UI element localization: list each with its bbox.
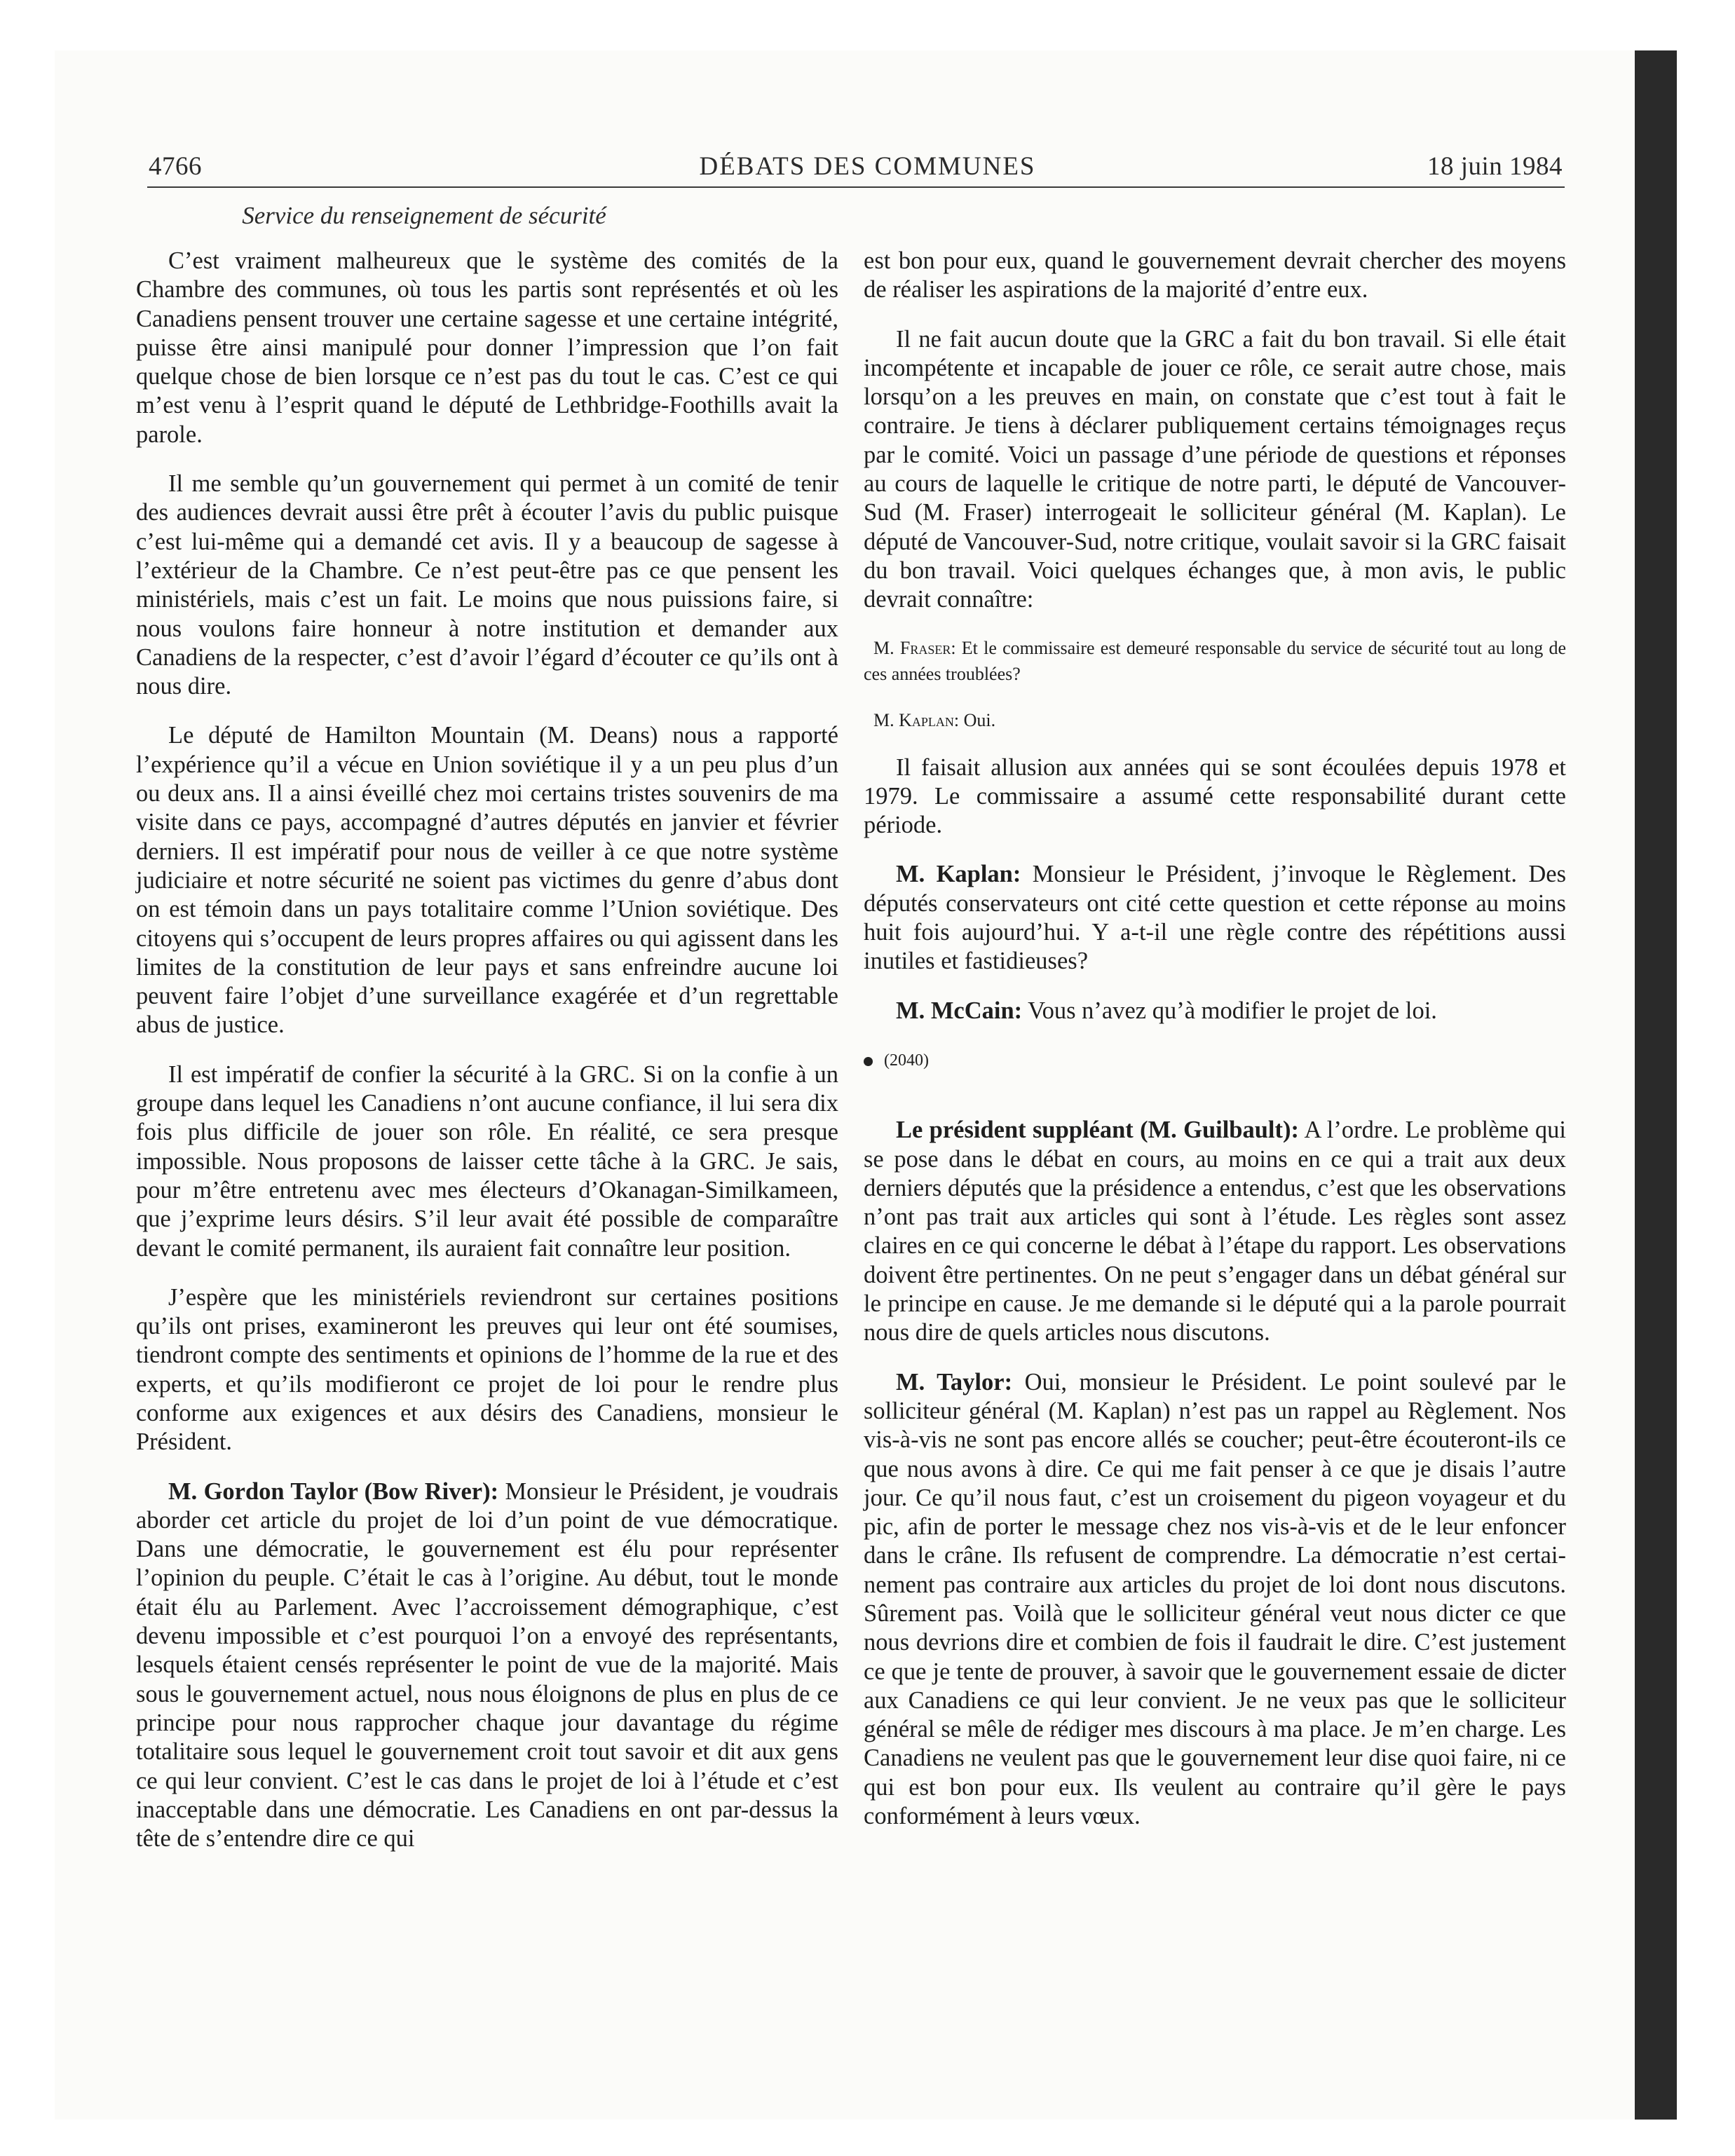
speaker-name: M. Kaplan:: [896, 861, 1021, 888]
right-column: [864, 247, 1566, 1851]
paragraph: Il est impératif de confier la sécurité à la GRC. Si on la confie à un groupe dans lequel les Canadiens n’ont aucune confiance, il lui sera dix fois plus difficile de jouer son rôle. En réalité, ce sera presque impossible. Nous proposons de laisser cette tâche à la GRC. Je sais, pour m’être entretenu avec mes électeurs d’Okanagan-Similkameen, que j’exprime leurs désirs. S’il leur avait été possible de comparaître devant le comité permanent, ils auraient fait connaître leur position.: [136, 1060, 838, 1262]
quoted-answer: [864, 707, 1566, 733]
left-column: [136, 247, 838, 1874]
speaker-name: M. Gordon Taylor (Bow River):: [168, 1478, 499, 1505]
page-date: 18 juin 1984: [1427, 152, 1563, 181]
time-marker: [864, 1046, 1566, 1075]
publication-title: DÉBATS DES COMMUNES: [699, 152, 1036, 181]
paragraph: Le député de Hamilton Mountain (M. Deans) nous a rapporté l’expérience qu’il a vécue en Union soviétique il y a un peu plus d’un ou deux ans. Il a ainsi éveillé chez moi certains tristes souvenirs de ma visite dans ce pays, accompagné d’autres députés en janvier et février derniers. Il est impératif pour nous de veiller à ce que notre système judiciaire et notre sécurité ne soient pas victimes du genre d’abus dont on est témoin dans un pays totalitaire comme l’Union soviétique. Des citoyens qui s’occupent de leurs propres affaires ou qui agissent dans les limites de la constitution de leur pays et sans enfreindre aucune loi peuvent faire l’objet d’une surveillance exagérée et d’un regrettable abus de justice.: [136, 722, 838, 1039]
scan-edge-shadow: [1635, 50, 1677, 2120]
speaker-name: M. Taylor:: [896, 1368, 1013, 1396]
quoted-question: [864, 635, 1566, 687]
quote-text: Oui.: [963, 709, 996, 730]
speech-text: Vous n’avez qu’à modifier le projet de loi.: [1028, 997, 1437, 1024]
speaker-name: Le président suppléant (M. Guilbault):: [896, 1117, 1299, 1144]
quote-speaker: M. Kaplan:: [873, 709, 960, 730]
paragraph: Il ne fait aucun doute que la GRC a fait du bon travail. Si elle était incompétente et incapable de jouer ce rôle, ce serait autre chose, mais lorsqu’on a les preuves en main, on constate que c’est tout à fait le contraire. Je tiens à déclarer publiquement certains témoignages reçus par le comité. Voici un passage d’une période de questions et réponses au cours de laquelle le critique de notre parti, le député de Vancouver-Sud (M. Fraser) interrogeait le solliciteur général (M. Kaplan). Le député de Vancouver-Sud, notre critique, voulait savoir si la GRC faisait du bon travail. Voici quelques échanges que, à mon avis, le public devrait connaître:: [864, 325, 1566, 613]
section-title: Service du renseignement de sécurité: [242, 202, 606, 229]
quote-text: Et le commissaire est demeuré responsable du service de sécurité tout au long de ces années troublées?: [864, 637, 1566, 684]
speaker-name: M. McCain:: [896, 997, 1023, 1024]
paragraph: C’est vraiment malheureux que le système des comités de la Chambre des communes, où tous les partis sont représentés et où les Canadiens pensent trouver une certaine sagesse et une certaine intégrité, puisse être ainsi manipulé pour donner l’impression que l’on fait quelque chose de bien lorsque ce n’est pas du tout le cas. C’est ce qui m’est venu à l’esprit quand le député de Lethbridge-Foothills avait la parole.: [136, 247, 838, 448]
speech-text: Monsieur le Président, j’invoque le Règlement. Des députés conservateurs ont cité cette question et cette réponse au moins huit fois aujourd’hui. Y a-t-il une règle contre des répétitions aussi inutiles et fastidieuses?: [864, 861, 1566, 975]
header-rule: [147, 186, 1565, 188]
speech-acting-speaker: [864, 1116, 1566, 1347]
time-marker-text: (2040): [884, 1051, 929, 1070]
speech-taylor: [864, 1368, 1566, 1831]
speech-text: A l’ordre. Le problème qui se pose dans le débat en cours, au moins en ce qui a trait aux deux derniers députés que la présidence a entendus, c’est que les observations n’ont pas trait aux articles qui sont à l’étude. Les règles sont assez claires en ce qui concerne le débat à l’étape du rapport. Les observations doivent être pertinentes. On ne peut s’engager dans un débat général sur le principe en cause. Je me demande si le député qui a la parole pourrait nous dire de quels articles nous discutons.: [864, 1117, 1567, 1346]
speech-mccain: [864, 997, 1566, 1025]
paragraph: Il me semble qu’un gouvernement qui permet à un comité de tenir des audiences devrait aussi être prêt à écouter l’avis du public puisque c’est lui-même qui a demandé cet avis. Il y a beaucoup de sagesse à l’extérieur de la Chambre. Ce n’est peut-être pas ce que pensent les ministériels, mais c’est un fait. Le moins que nous puissions faire, si nous voulons faire honneur à notre institution et demander aux Canadiens de la respecter, c’est d’avoir l’égard d’écouter ce qu’ils ont à nous dire.: [136, 470, 838, 700]
bullet-icon: [864, 1057, 873, 1066]
speech-kaplan: [864, 860, 1566, 976]
speech-text: Oui, monsieur le Président. Le point soulevé par le solliciteur général (M. Kaplan) n’est pas un rappel au Règlement. Nos vis-à-vis ne sont pas encore allés se coucher; peut-être écouteront-ils ce que nous avons à dire. Ce qui me fait penser à ce que je disais l’autre jour. Ce qu’il nous faut, c’est un croisement du pigeon voyageur et du pic, afin de porter le message chez nos vis-à-vis et de le leur enfoncer dans le crâne. Ils refusent de comprendre. La démocratie n’est certainement pas contraire aux articles du projet de loi dont nous discutons. Sûrement pas. Voilà que le solliciteur général veut nous dicter ce que nous devrions dire et combien de fois il faudrait le dire. C’est justement ce que je tente de prouver, à savoir que le gouvernement essaie de dicter aux Canadiens ce qui leur convient. Je ne veux pas que le solliciteur général se mêle de rédiger mes discours à ma place. Je m’en charge. Les Canadiens ne veulent pas que le gouvernement leur dise quoi faire, ni ce qui est bon pour eux. Ils veulent au contraire qu’il gère le pays conformément à leurs vœux.: [864, 1368, 1567, 1830]
quote-speaker: M. Fraser:: [873, 637, 956, 658]
paragraph-continuation: est bon pour eux, quand le gouvernement devrait chercher des moyens de réaliser les aspirations de la majorité d’entre eux.: [864, 247, 1566, 303]
speech-text: Monsieur le Président, je voudrais aborder cet article du projet de loi d’un point de vue démocratique. Dans une démocratie, le gouvernement est élu pour représenter l’opinion du peuple. C’était le cas à l’origine. Au début, tout le monde était élu au Parlement. Avec l’accroissement démographique, c’est devenu impossible et c’est pourquoi l’on a envoyé des représentants, lesquels étaient censés représenter le point de vue de la majorité. Mais sous le gouvernement actuel, nous nous éloignons de plus en plus de ce principe pour nous rapprocher chaque jour davantage du régime totalitaire sous lequel le gouvernement croit tout savoir et dit aux gens ce qui leur convient. C’est le cas dans le projet de loi à l’étude et c’est inacceptable dans une démocratie. Les Canadiens en ont par-dessus la tête de s’entendre dire ce qui: [136, 1478, 838, 1853]
speech-gordon-taylor: [136, 1478, 838, 1854]
paragraph: J’espère que les ministériels reviendront sur certaines positions qu’ils ont prises, examineront les preuves qui leur ont été soumises, tiendront compte des sentiments et opinions de l’homme de la rue et des experts, et qu’ils modifieront ce projet de loi pour le rendre plus conforme aux exigences et aux désirs des Canadiens, monsieur le Président.: [136, 1283, 838, 1456]
page-number: 4766: [149, 152, 202, 181]
paragraph: Il faisait allusion aux années qui se sont écoulées depuis 1978 et 1979. Le commissaire a assumé cette responsabilité durant cette période.: [864, 753, 1566, 839]
